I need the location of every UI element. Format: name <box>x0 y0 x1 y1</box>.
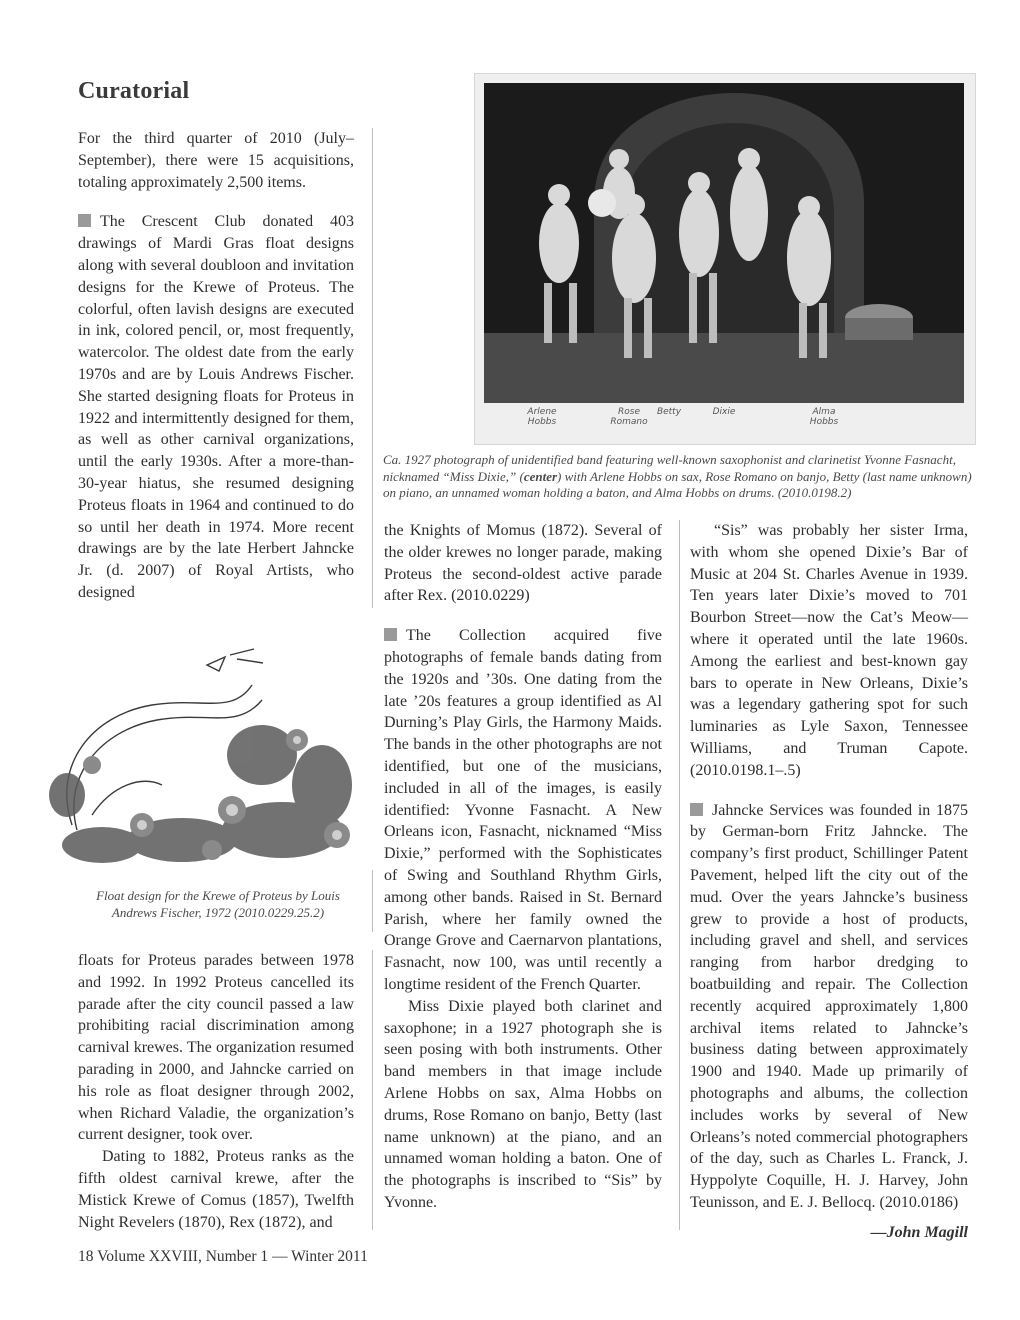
section-heading: Curatorial <box>78 78 190 104</box>
bullet-square-icon <box>384 628 397 641</box>
note-alma-hobbs: Alma Hobbs <box>809 407 839 427</box>
knights-paragraph: the Knights of Momus (1872). Several of the older krewes no longer parade, making Proteus the second-oldest active parade after Rex. (2010.0229) <box>384 522 662 605</box>
sis-paragraph: “Sis” was probably her sister Irma, with whom she opened Dixie’s Bar of Music at 204 St. Charles Avenue in 1939. Ten years later Dixie’s moved to 701 Bourbon Street—now the Cat’s Meow—where it operated until the late 1960s. Among the earliest and best-known gay bars to operate in New Orleans, Dixie’s was a legendary gathering spot for such luminaries as Lyle Saxon, Tennessee Williams, and Truman Capote. (2010.0198.1–.5) <box>690 522 968 779</box>
page-footer: 18 Volume XXVIII, Number 1 — Winter 2011 <box>78 1248 368 1265</box>
note-dixie: Dixie <box>712 407 736 417</box>
column-1-top <box>78 128 354 604</box>
note-rose-romano: Rose Romano <box>610 407 648 427</box>
intro-paragraph: For the third quarter of 2010 (July–September), there were 15 acquisitions, totaling approximately 2,500 items. <box>78 130 354 191</box>
column-3 <box>690 520 968 1214</box>
bullet-square-icon <box>78 214 91 227</box>
female-bands-paragraph: The Collection acquired five photographs of female bands dating from the 1920s and ’30s. One dating from the late ’20s features a group identified as Al Durning’s Play Girls, the Harmony Maids. The bands in the other photographs are not identified, but one of the musicians, included in all of the images, is easily identified: Yvonne Fasnacht. A New Orleans icon, Fasnacht, nicknamed “Miss Dixie,” performed with the Sophisticates of Swing and Southland Rhythm Girls, among other bands. Raised in St. Bernard Parish, where her family owned the Orange Grove and Caernarvon plantations, Fasnacht, now 100, was until recently a longtime resident of the French Quarter. <box>384 627 662 993</box>
note-arlene-hobbs: Arlene Hobbs <box>527 407 557 427</box>
float-caption: Float design for the Krewe of Proteus by Louis Andrews Fischer, 1972 (2010.0229.25.2) <box>96 888 340 920</box>
photo-caption: Ca. 1927 photograph of unidentified band featuring well-known saxophonist and clarinetist Yvonne Fasnacht, nicknamed “Miss Dixie,” (center) with Arlene Hobbs on sax, Rose Romano on banjo, Betty (last name unknown) on piano, an unnamed woman holding a baton, and Alma Hobbs on drums. (2010.0198.2) <box>383 452 972 500</box>
float-design-illustration <box>32 645 366 880</box>
bullet-square-icon <box>690 803 703 816</box>
band-photograph <box>484 83 964 403</box>
author-signature: —John Magill <box>870 1224 968 1241</box>
miss-dixie-paragraph: Miss Dixie played both clarinet and saxophone; in a 1927 photograph she is seen posing with both instruments. Other band members in that image include Arlene Hobbs on sax, Alma Hobbs on drums, Rose Romano on banjo, Betty (last name unknown) at the piano, and an unnamed woman holding a baton. One of the photographs is inscribed to “Sis” by Yvonne. <box>384 997 662 1211</box>
jahncke-paragraph: Jahncke Services was founded in 1875 by German-born Fritz Jahncke. The company’s first product, Schillinger Patent Pavement, helped lift the city out of the mud. Over the years Jahncke’s business grew to provide a host of products, including gravel and shell, and services ranging from harbor dredging to boatbuilding and repair. The Collection recently acquired approximately 1,800 archival items related to Jahncke’s business dating between approximately 1900 and 1940. Made up primarily of photographs and albums, the collection includes works by several of New Orleans’s noted commercial photographers of the day, such as Charles L. Franck, J. Hyppolyte Coquille, H. J. Harvey, John Teunisson, and E. J. Bellocq. (2010.0186) <box>690 801 968 1211</box>
column-rule-1 <box>372 128 373 608</box>
photo-handwritten-notes <box>484 405 964 435</box>
proteus-dating-paragraph: Dating to 1882, Proteus ranks as the fifth oldest carnival krewe, after the Mistick Krewe of Comus (1857), Twelfth Night Revelers (1870), Rex (1872), and <box>78 1148 354 1231</box>
column-rule-2 <box>679 520 680 1230</box>
column-rule-1c <box>372 950 373 1230</box>
column-2 <box>384 520 662 1214</box>
crescent-paragraph: The Crescent Club donated 403 drawings of Mardi Gras float designs along with several doubloon and invitation designs for the Krewe of Proteus. The colorful, often lavish designs are executed in ink, colored pencil, or, most frequently, watercolor. The oldest date from the early 1970s and are by Louis Andrews Fischer. She started designing floats for Proteus in 1922 and intermittently designed for them, as well as other carnival organizations, until the early 1930s. After a more-than-30-year hiatus, she resumed designing Proteus floats in 1964 and continued to do so until her death in 1974. More recent drawings are by the late Herbert Jahncke Jr. (d. 2007) of Royal Artists, who designed <box>78 213 354 601</box>
note-betty: Betty <box>656 407 682 417</box>
proteus-floats-paragraph: floats for Proteus parades between 1978 and 1992. In 1992 Proteus cancelled its parade after the city council passed a law prohibiting racial discrimination among carnival krewes. The organization resumed parading in 2000, and Jahncke carried on his role as float designer through 2002, when Richard Valadie, the organization’s current designer, took over. <box>78 952 354 1144</box>
column-1-bottom <box>78 950 354 1233</box>
column-rule-1b <box>372 870 373 932</box>
